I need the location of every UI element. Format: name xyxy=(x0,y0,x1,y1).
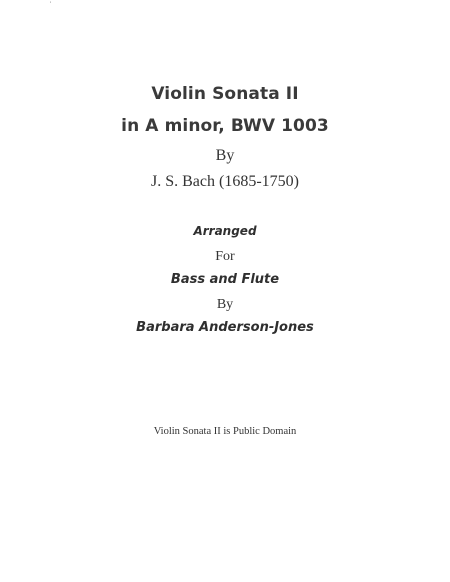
arranger-name: Barbara Anderson-Jones xyxy=(136,320,314,335)
title-line-2: in A minor, BWV 1003 xyxy=(121,116,329,136)
composer-name: J. S. Bach (1685-1750) xyxy=(151,173,299,190)
instrumentation: Bass and Flute xyxy=(170,272,280,287)
by-label-composer: By xyxy=(215,147,235,164)
for-label: For xyxy=(215,249,235,264)
by-label-arranger: By xyxy=(216,297,234,312)
public-domain-note: Violin Sonata II is Public Domain xyxy=(153,426,297,437)
title-line-1: Violin Sonata II xyxy=(151,84,299,104)
scan-speck: ' xyxy=(50,2,52,8)
arranged-label: Arranged xyxy=(193,224,257,238)
